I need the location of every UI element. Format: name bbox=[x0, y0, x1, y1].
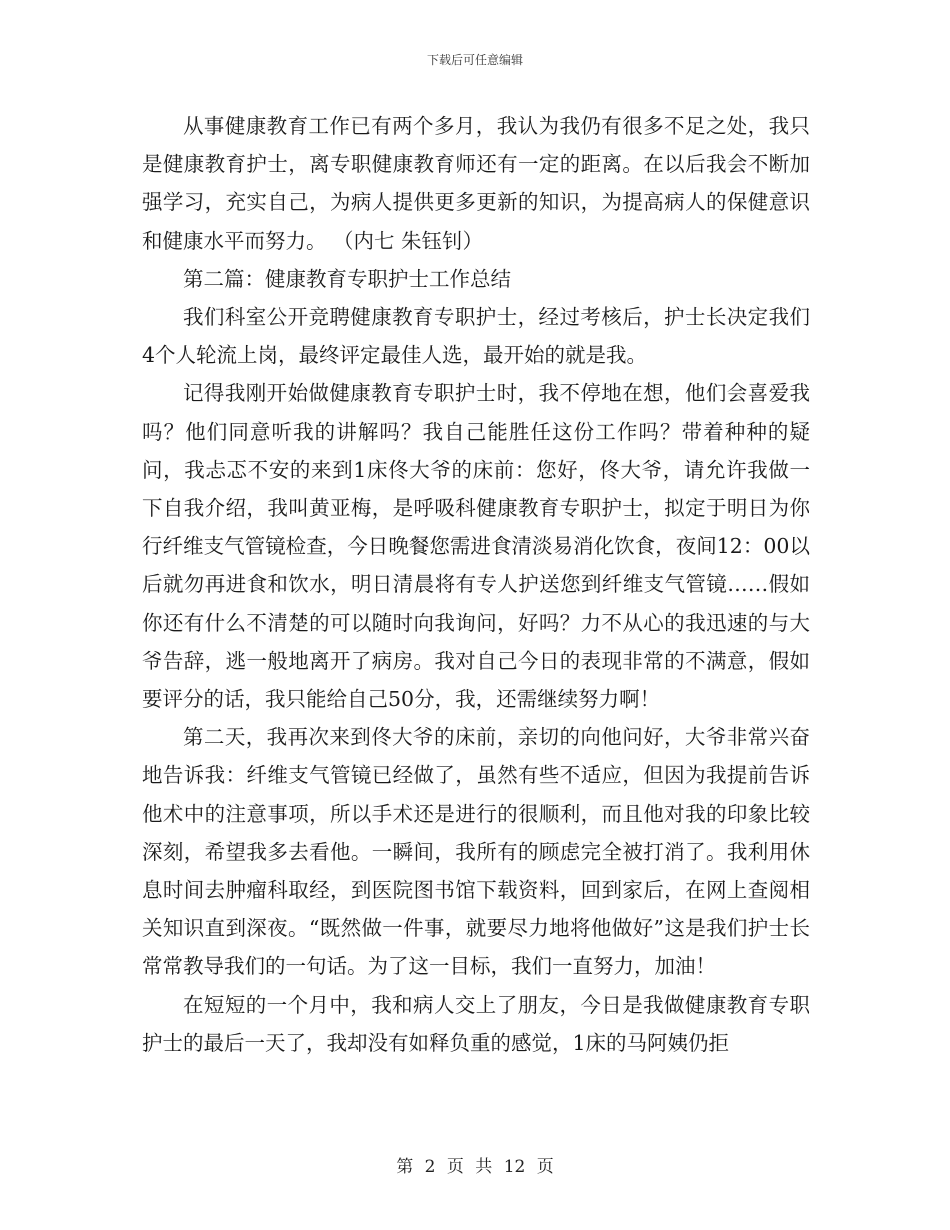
paragraph: 我们科室公开竞聘健康教育专职护士，经过考核后，护士长决定我们4个人轮流上岗，最终评定最佳人选，最开始的就是我。 bbox=[142, 305, 810, 368]
page-header: 下载后可任意编辑 bbox=[426, 53, 523, 67]
section-heading: 第二篇：健康教育专职护士工作总结 bbox=[183, 266, 511, 291]
document-body bbox=[142, 107, 810, 1062]
paragraph: 记得我刚开始做健康教育专职护士时，我不停地在想，他们会喜爱我吗？他们同意听我的讲解吗？我自己能胜任这份工作吗？带着种种的疑问，我忐忑不安的来到1床佟大爷的床前：您好，佟大爷，请允许我做一下自我介绍，我叫黄亚梅，是呼吸科健康教育专职护士，拟定于明日为你行纤维支气管镜检查，今日晚餐您需进食清淡易消化饮食，夜间12：00以后就勿再进食和饮水，明日清晨将有专人护送您到纤维支气管镜……假如你还有什么不清楚的可以随时向我询问，好吗？力不从心的我迅速的与大爷告辞，逃一般地离开了病房。我对自己今日的表现非常的不满意，假如要评分的话，我只能给自己50分，我，还需继续努力啊！ bbox=[142, 381, 810, 712]
page-number: 第 2 页 共 12 页 bbox=[396, 1157, 554, 1177]
paragraph: 在短短的一个月中，我和病人交上了朋友，今日是我做健康教育专职护士的最后一天了，我却没有如释负重的感觉，1床的马阿姨仍拒 bbox=[142, 992, 810, 1055]
paragraph: 第二天，我再次来到佟大爷的床前，亲切的向他问好，大爷非常兴奋地告诉我：纤维支气管镜已经做了，虽然有些不适应，但因为我提前告诉他术中的注意事项，所以手术还是进行的很顺利，而且他对我的印象比较深刻，希望我多去看他。一瞬间，我所有的顾虑完全被打消了。我利用休息时间去肿瘤科取经，到医院图书馆下载资料，回到家后，在网上查阅相关知识直到深夜。“既然做一件事，就要尽力地将他做好”这是我们护士长常常教导我们的一句话。为了这一目标，我们一直努力，加油！ bbox=[142, 725, 810, 979]
paragraph: 从事健康教育工作已有两个多月，我认为我仍有很多不足之处，我只是健康教育护士，离专职健康教育师还有一定的距离。在以后我会不断加强学习，充实自己，为病人提供更多更新的知识，为提高病人的保健意识和健康水平而努力。 （内七 朱钰钊） bbox=[142, 114, 810, 253]
